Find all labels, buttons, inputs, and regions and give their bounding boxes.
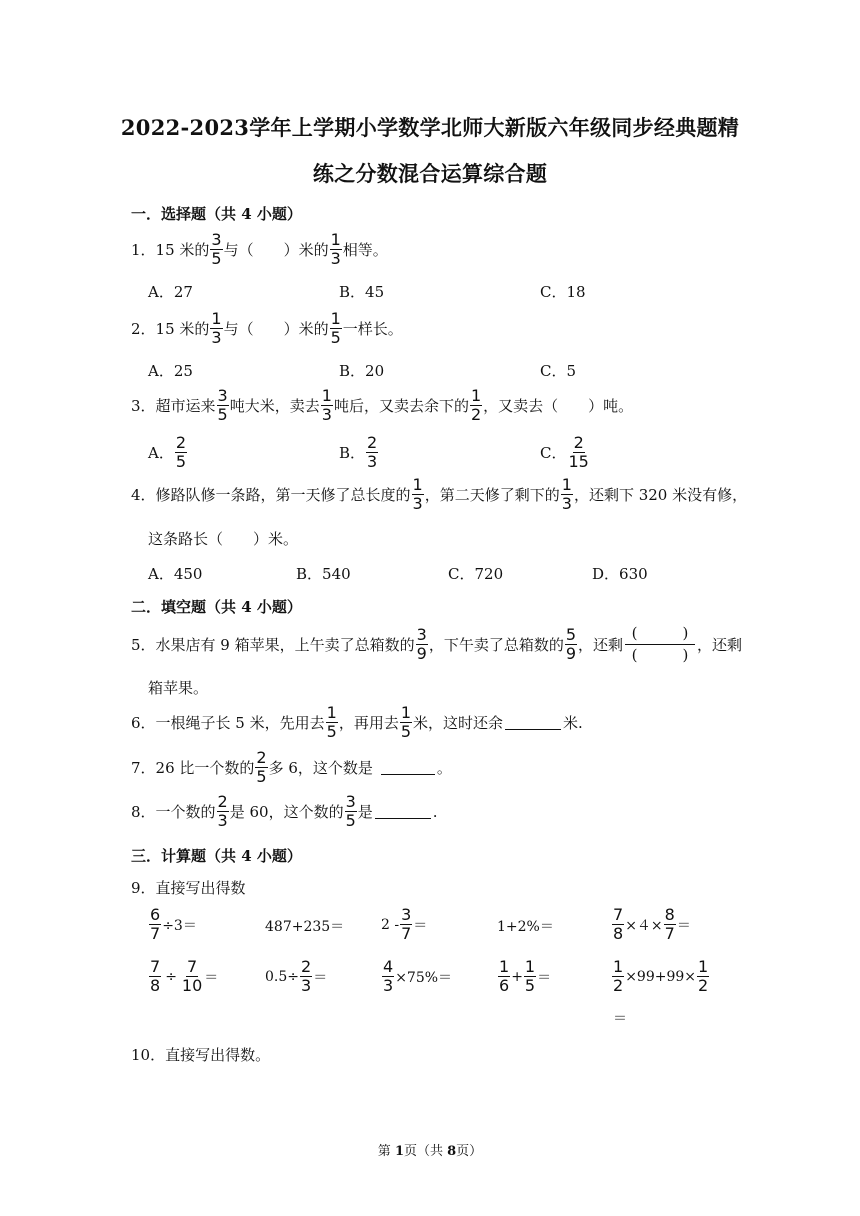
q3-text: ，又卖去（ ）吨。 bbox=[483, 397, 634, 415]
q5-text: ，下午卖了总箱数的 bbox=[428, 636, 564, 654]
q1-text: 与（ ）米的 bbox=[223, 241, 329, 259]
q5-text: ，还剩 bbox=[697, 636, 743, 654]
question-10: 10．直接写出得数。 bbox=[131, 1046, 271, 1064]
fraction: $\frac{1}{2}$ bbox=[470, 386, 482, 424]
q2-option-c[interactable]: C．5 bbox=[540, 362, 577, 380]
fraction: $\frac{3}{5}$ bbox=[217, 386, 228, 424]
fraction: $\frac{2}{5}$ bbox=[175, 433, 187, 471]
document-title-line1: 2022-2023学年上学期小学数学北师大新版六年级同步经典题精 bbox=[120, 115, 740, 140]
question-9: 9．直接写出得数 bbox=[131, 879, 246, 897]
q3-option-c[interactable]: C． $\frac{2}{15}$ bbox=[540, 433, 589, 471]
q3-option-b[interactable]: B． $\frac{2}{3}$ bbox=[339, 433, 378, 471]
fraction: $\frac{1}{3}$ bbox=[211, 309, 222, 347]
q1-text: 1．15 米的 bbox=[131, 241, 210, 259]
section-heading-calc: 三．计算题（共 4 小题） bbox=[131, 847, 302, 865]
answer-blank[interactable] bbox=[505, 715, 561, 730]
calc-item: $\frac{6}{7}$ ÷3＝ bbox=[150, 905, 197, 943]
q1-option-b[interactable]: B．45 bbox=[339, 283, 385, 301]
q3-text: 吨后，又卖去余下的 bbox=[333, 397, 469, 415]
q1-text: 相等。 bbox=[342, 241, 388, 259]
calc-item: 1+2%＝ bbox=[497, 919, 554, 935]
fraction: $\frac{1}{3}$ bbox=[412, 475, 423, 513]
question-7 bbox=[131, 749, 452, 786]
calc-item: $\frac{1}{6}$ + $\frac{1}{5}$ ＝ bbox=[499, 957, 552, 995]
calc-item: $\frac{4}{3}$ ×75%＝ bbox=[383, 957, 453, 995]
question-1 bbox=[131, 231, 388, 268]
fraction: $\frac{1}{3}$ bbox=[330, 230, 341, 268]
section-heading-fill: 二．填空题（共 4 小题） bbox=[131, 598, 302, 616]
page-number: 1 bbox=[394, 1144, 404, 1159]
calc-item: $\frac{7}{8}$ ×４× $\frac{8}{7}$ ＝ bbox=[613, 905, 691, 943]
q2-text: 一样长。 bbox=[342, 320, 403, 338]
fraction: $\frac{1}{5}$ bbox=[326, 703, 337, 741]
answer-fraction-blank[interactable]: $\frac{( )}{( )}$ bbox=[625, 623, 695, 666]
q8-text: 是 60，这个数的 bbox=[229, 803, 344, 821]
fraction: $\frac{5}{9}$ bbox=[565, 625, 577, 663]
page-total: 8 bbox=[447, 1144, 457, 1159]
q4-text: 4．修路队修一条路，第一天修了总长度的 bbox=[131, 486, 411, 504]
fraction: $\frac{2}{3}$ bbox=[217, 792, 228, 830]
q6-text: 6．一根绳子长 5 米，先用去 bbox=[131, 714, 325, 732]
q4-option-d[interactable]: D．630 bbox=[592, 565, 648, 583]
question-5-line2: 箱苹果。 bbox=[148, 679, 209, 697]
q1-option-a[interactable]: A．27 bbox=[148, 283, 193, 301]
q6-text: 米. bbox=[563, 714, 583, 732]
fraction: $\frac{3}{9}$ bbox=[416, 625, 427, 663]
fraction: $\frac{1}{5}$ bbox=[400, 703, 412, 741]
question-6 bbox=[131, 704, 583, 741]
q5-text: ，还剩 bbox=[578, 636, 624, 654]
q3-text: 吨大米，卖去 bbox=[229, 397, 320, 415]
question-2 bbox=[131, 310, 403, 347]
page-footer: 第 1页（共 8页） bbox=[377, 1144, 483, 1159]
calc-equals: ＝ bbox=[613, 1011, 627, 1027]
q3-option-a[interactable]: A． $\frac{2}{5}$ bbox=[148, 433, 187, 471]
q4-text: ，第二天修了剩下的 bbox=[424, 486, 560, 504]
fraction: $\frac{1}{5}$ bbox=[330, 309, 341, 347]
question-4 bbox=[131, 476, 747, 513]
answer-blank[interactable] bbox=[381, 760, 435, 775]
q1-option-c[interactable]: C．18 bbox=[540, 283, 586, 301]
question-8 bbox=[131, 793, 438, 830]
fraction: $\frac{3}{5}$ bbox=[345, 792, 356, 830]
calc-item: 487+235＝ bbox=[265, 919, 345, 935]
question-5 bbox=[131, 623, 742, 666]
fraction: $\frac{2}{5}$ bbox=[256, 748, 267, 786]
q2-option-a[interactable]: A．25 bbox=[148, 362, 193, 380]
q4-option-c[interactable]: C．720 bbox=[448, 565, 504, 583]
calc-item: 2 - $\frac{3}{7}$ ＝ bbox=[381, 905, 428, 943]
q3-text: 3．超市运来 bbox=[131, 397, 216, 415]
q7-text: 多 6，这个数是 bbox=[268, 759, 373, 777]
question-3 bbox=[131, 387, 633, 424]
fraction: $\frac{1}{3}$ bbox=[321, 386, 332, 424]
section-heading-choice: 一．选择题（共 4 小题） bbox=[131, 205, 302, 223]
fraction: $\frac{3}{5}$ bbox=[211, 230, 222, 268]
fraction: $\frac{2}{3}$ bbox=[367, 433, 378, 471]
q6-text: ，再用去 bbox=[338, 714, 399, 732]
q7-text: 7．26 比一个数的 bbox=[131, 759, 255, 777]
question-4-line2: 这条路长（ ）米。 bbox=[148, 530, 299, 548]
answer-blank[interactable] bbox=[375, 804, 431, 819]
fraction: $\frac{1}{3}$ bbox=[561, 475, 572, 513]
calc-item: $\frac{1}{2}$ ×99+99× $\frac{1}{2}$ bbox=[613, 957, 709, 995]
q7-text: 。 bbox=[436, 759, 452, 777]
q8-text: 8．一个数的 bbox=[131, 803, 216, 821]
q4-option-a[interactable]: A．450 bbox=[148, 565, 203, 583]
calc-item: 0.5÷ $\frac{2}{3}$ ＝ bbox=[265, 957, 328, 995]
q5-text: 5．水果店有 9 箱苹果，上午卖了总箱数的 bbox=[131, 636, 415, 654]
q2-text: 2．15 米的 bbox=[131, 320, 210, 338]
q4-text: ，还剩下 320 米没有修， bbox=[573, 486, 748, 504]
q8-text: 是 bbox=[357, 803, 373, 821]
q2-option-b[interactable]: B．20 bbox=[339, 362, 385, 380]
calc-item: $\frac{7}{8}$ ÷ $\frac{7}{10}$ ＝ bbox=[150, 957, 219, 995]
q6-text: 米，这时还余 bbox=[413, 714, 504, 732]
q4-option-b[interactable]: B．540 bbox=[296, 565, 351, 583]
document-title-line2: 练之分数混合运算综合题 bbox=[312, 161, 548, 186]
q2-text: 与（ ）米的 bbox=[223, 320, 329, 338]
q8-text: . bbox=[432, 802, 438, 821]
fraction: $\frac{2}{15}$ bbox=[568, 433, 589, 471]
